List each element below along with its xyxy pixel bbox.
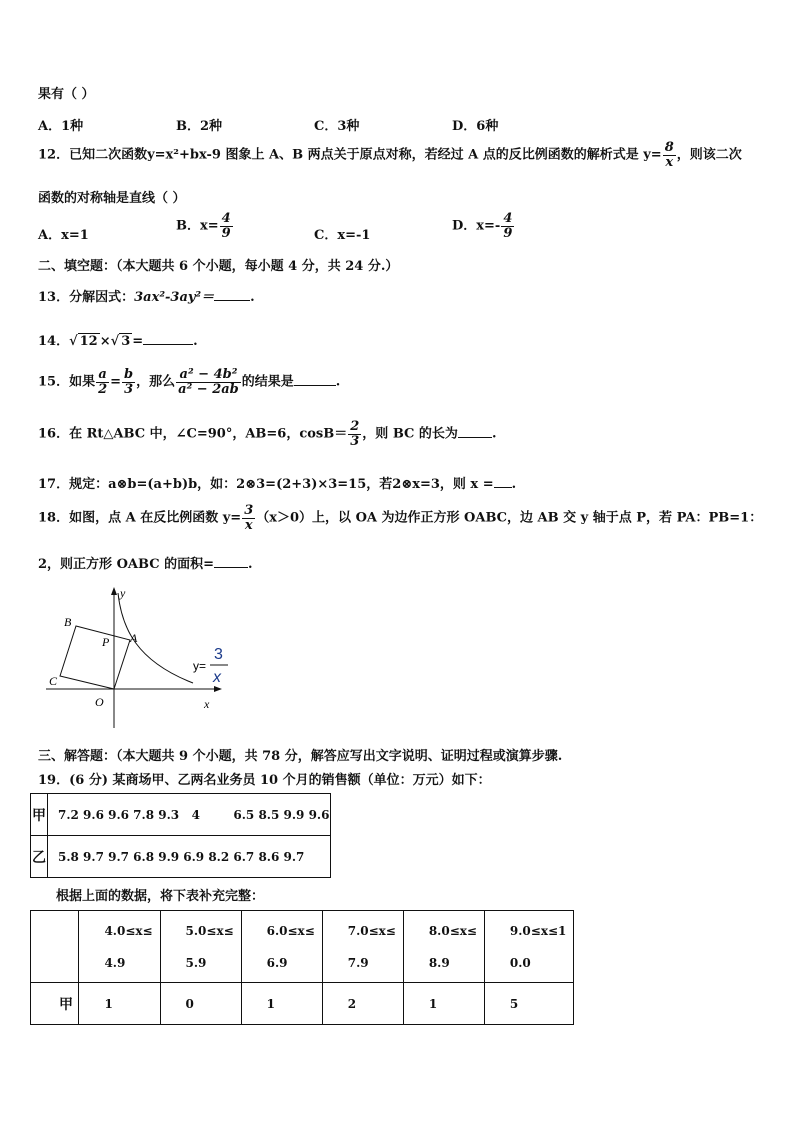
label-p: P [102, 635, 110, 649]
section-3-heading: 三、解答题：（本大题共 9 个小题，共 78 分，解答应写出文字说明、证明过程或演算步骤. [38, 749, 563, 764]
label-x: x [204, 697, 210, 711]
table-row-label: 甲 [31, 983, 79, 1025]
sales-row-label: 甲 [31, 794, 48, 836]
q18-line2: 2，则正方形 OABC 的面积= . [38, 557, 253, 572]
x-axis-arrow-icon [214, 686, 222, 692]
table-row [31, 794, 331, 836]
function-label-prefix: y= [193, 659, 207, 673]
table-cell: 1 [241, 983, 322, 1025]
q15-expression-fraction: $\frac{\text{a² − 4b²}}{\text{a² − 2ab}}$ [178, 367, 239, 397]
table-row [31, 836, 331, 878]
q18-line1: 18．如图，点 A 在反比例函数 y= $\frac{3}{x}$ （x＞0）上，以 OA 为边作正方形 OABC，边 AB 交 y 轴于点 P，若 PA：PB=1： [38, 503, 763, 533]
table-corner-cell [31, 911, 79, 983]
square-oabc [60, 626, 130, 689]
sales-table [30, 793, 331, 878]
section-2-heading: 二、填空题：（本大题共 6 个小题，每小题 4 分，共 24 分.） [38, 259, 399, 274]
q13-blank[interactable] [214, 288, 250, 301]
label-b: B [64, 615, 72, 629]
q13-expression: 3ax²-3ay²＝ [134, 290, 215, 305]
sqrt-icon: √ [69, 334, 78, 349]
q14-blank[interactable] [143, 332, 193, 345]
frequency-table [30, 910, 574, 1025]
q14: 14．√ 12 ×√ 3 = . [38, 334, 198, 349]
q18-blank[interactable] [214, 555, 248, 568]
table-header-cell: 4.0≤x≤ 4.9 [79, 911, 160, 983]
label-a: A [130, 631, 138, 645]
label-y: y [120, 586, 126, 600]
fill-prompt: 根据上面的数据，将下表补充完整： [56, 889, 265, 904]
q12-line2: 函数的对称轴是直线（ ） [38, 191, 186, 206]
table-cell: 1 [403, 983, 484, 1025]
sales-row-values: 7.2 9.6 9.6 7.8 9.3 4 6.5 8.5 9.9 9.6 [48, 794, 331, 836]
table-header-cell: 9.0≤x≤1 0.0 [484, 911, 573, 983]
table-row [31, 983, 574, 1025]
q12-text-before: 12．已知二次函数y=x²+bx-9 图象上 A、B 两点关于原点对称，若经过 A 点的反比例函数的解析式是 y= [38, 147, 662, 163]
table-header-cell: 7.0≤x≤ 7.9 [322, 911, 403, 983]
q12-option-b: B．x= $\frac{4}{9}$ [176, 211, 231, 241]
q11-option-c: C．3种 [314, 119, 360, 134]
sqrt-icon: √ [110, 334, 120, 349]
y-axis-arrow-icon [111, 587, 117, 595]
function-label-denominator: x [213, 669, 221, 686]
q11-option-b: B．2种 [176, 119, 223, 134]
q12-option-c: C．x=-1 [314, 228, 371, 243]
q11-option-a: A．1种 [38, 119, 84, 134]
q11-option-d: D．6种 [452, 119, 499, 134]
q18-figure [38, 585, 238, 733]
q12-line1 [38, 141, 742, 169]
q13: 13．分解因式：3ax²-3ay²＝ . [38, 290, 255, 305]
q12-fraction: $\frac{8}{x}$ [664, 140, 674, 170]
q16-blank[interactable] [458, 425, 492, 438]
q17-blank[interactable] [494, 475, 512, 488]
sales-row-values: 5.8 9.7 9.7 6.8 9.9 6.9 8.2 6.7 8.6 9.7 [48, 836, 331, 878]
table-header-cell: 8.0≤x≤ 8.9 [403, 911, 484, 983]
table-cell: 1 [79, 983, 160, 1025]
q15: 15．如果 $\frac{a}{2}$ = $\frac{b}{3}$ ，那么 $\frac{\text{a² − 4b²}}{\text{a² − 2ab}}$ 的结果是 . [38, 367, 341, 397]
q19-text: 19．(6 分) 某商场甲、乙两名业务员 10 个月的销售额（单位：万元）如下： [38, 773, 491, 788]
q15-blank[interactable] [294, 373, 336, 386]
function-label-numerator: 3 [214, 646, 223, 663]
table-header-cell: 5.0≤x≤ 5.9 [160, 911, 241, 983]
table-cell: 5 [484, 983, 573, 1025]
sales-row-label: 乙 [31, 836, 48, 878]
label-c: C [49, 674, 58, 688]
label-o: O [95, 695, 104, 709]
table-cell: 2 [322, 983, 403, 1025]
q12-text-after: ，则该二次 [676, 147, 742, 163]
table-header-cell: 6.0≤x≤ 6.9 [241, 911, 322, 983]
q11-tail: 果有（ ） [38, 87, 95, 102]
table-cell: 0 [160, 983, 241, 1025]
q12-option-a: A．x=1 [38, 228, 89, 243]
q16: 16．在 Rt△ABC 中，∠C=90°，AB=6，cosB＝ $\frac{2}{3}$ ，则 BC 的长为 . [38, 419, 497, 449]
q17: 17．规定：a⊗b=(a+b)b，如：2⊗3=(2+3)×3=15，若2⊗x=3，则 x = . [38, 477, 517, 492]
q12-option-d: D．x=- $\frac{4}{9}$ [452, 211, 513, 241]
table-row [31, 911, 574, 983]
